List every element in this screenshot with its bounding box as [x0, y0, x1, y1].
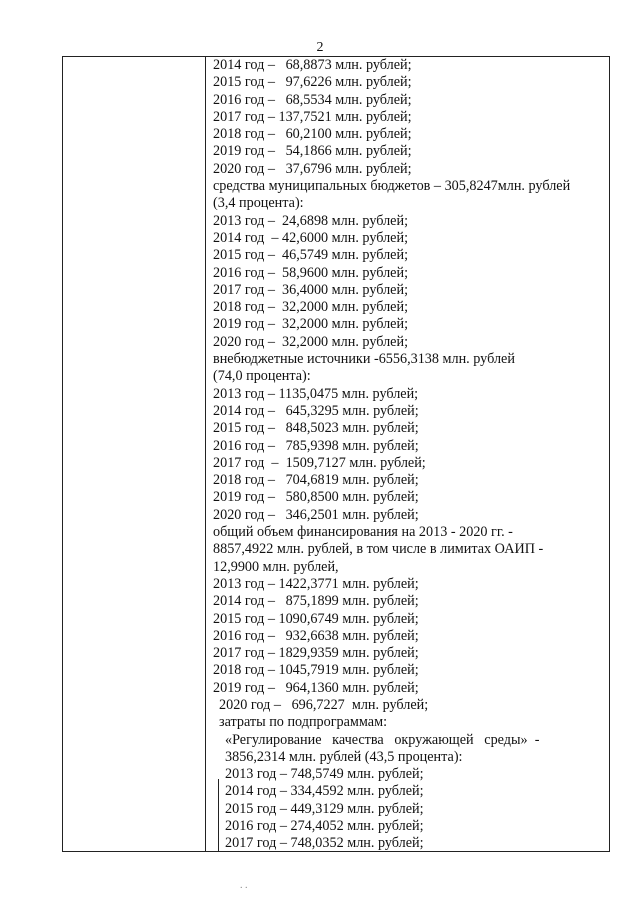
text-line: 2015 год – 1090,6749 млн. рублей;: [213, 610, 419, 627]
text-line: 2018 год – 60,2100 млн. рублей;: [213, 126, 412, 143]
text-line: 2016 год – 932,6638 млн. рублей;: [213, 627, 419, 644]
text-line: 2015 год – 449,3129 млн. рублей;: [225, 800, 424, 817]
text-line: 2015 год – 848,5023 млн. рублей;: [213, 420, 419, 437]
text-line: 2017 год – 748,0352 млн. рублей;: [225, 835, 424, 852]
footer-dots: . .: [240, 880, 248, 891]
text-line: 2019 год – 964,1360 млн. рублей;: [213, 679, 419, 696]
text-line: 2018 год – 32,2000 млн. рублей;: [213, 299, 409, 316]
text-line: 2017 год – 1829,9359 млн. рублей;: [213, 645, 419, 662]
text-line: общий объем финансирования на 2013 - 2020 гг. -: [213, 524, 513, 541]
text-line: (74,0 процента):: [213, 368, 311, 385]
text-line: 2016 год – 274,4052 млн. рублей;: [225, 818, 424, 835]
text-line: 2019 год – 54,1866 млн. рублей;: [213, 143, 412, 160]
text-line: 2014 год – 68,8873 млн. рублей;: [213, 57, 412, 73]
financing-table: [62, 56, 610, 852]
text-line: 2016 год – 58,9600 млн. рублей;: [213, 264, 409, 281]
text-line: 3856,2314 млн. рублей (43,5 процента):: [225, 748, 463, 765]
text-line: 2014 год – 645,3295 млн. рублей;: [213, 402, 419, 419]
text-line: 2013 год – 24,6898 млн. рублей;: [213, 212, 409, 229]
text-line: 2016 год – 68,5534 млн. рублей;: [213, 91, 412, 108]
text-line: 2017 год – 1509,7127 млн. рублей;: [213, 454, 426, 471]
text-line: 2017 год – 36,4000 млн. рублей;: [213, 281, 409, 298]
text-line: 2013 год – 1135,0475 млн. рублей;: [213, 385, 419, 402]
text-line: 2019 год – 580,8500 млн. рублей;: [213, 489, 419, 506]
text-line: внебюджетные источники -6556,3138 млн. рублей: [213, 351, 515, 368]
text-line: средства муниципальных бюджетов – 305,8247млн. рублей: [213, 178, 571, 195]
page-number: 2: [316, 40, 324, 55]
text-line: 2019 год – 32,2000 млн. рублей;: [213, 316, 409, 333]
text-line: 2017 год – 137,7521 млн. рублей;: [213, 108, 412, 125]
text-line: 2016 год – 785,9398 млн. рублей;: [213, 437, 419, 454]
text-line: 2020 год – 37,6796 млн. рублей;: [213, 160, 412, 177]
text-line: «Регулирование качества окружающей среды» -: [225, 731, 540, 748]
text-line: 8857,4922 млн. рублей, в том числе в лимитах ОАИП -: [213, 541, 544, 558]
text-line: 2014 год – 875,1899 млн. рублей;: [213, 593, 419, 610]
text-line: 2014 год – 334,4592 млн. рублей;: [225, 783, 424, 800]
column-divider: [205, 57, 206, 851]
text-line: 2014 год – 42,6000 млн. рублей;: [213, 229, 409, 246]
text-line: затраты по подпрограммам:: [219, 714, 388, 731]
text-line: 2020 год – 696,7227 млн. рублей;: [219, 696, 429, 713]
text-line: 2018 год – 1045,7919 млн. рублей;: [213, 662, 419, 679]
text-line: 2015 год – 97,6226 млн. рублей;: [213, 74, 412, 91]
text-line: (3,4 процента):: [213, 195, 304, 212]
text-line: 2020 год – 32,2000 млн. рублей;: [213, 333, 409, 350]
text-line: 12,9900 млн. рублей,: [213, 558, 339, 575]
text-line: 2013 год – 1422,3771 млн. рублей;: [213, 575, 419, 592]
text-line: 2015 год – 46,5749 млн. рублей;: [213, 247, 409, 264]
text-line: 2018 год – 704,6819 млн. рублей;: [213, 472, 419, 489]
text-line: 2013 год – 748,5749 млн. рублей;: [225, 766, 424, 783]
text-line: 2020 год – 346,2501 млн. рублей;: [213, 506, 419, 523]
financing-text-cell: [213, 57, 605, 853]
